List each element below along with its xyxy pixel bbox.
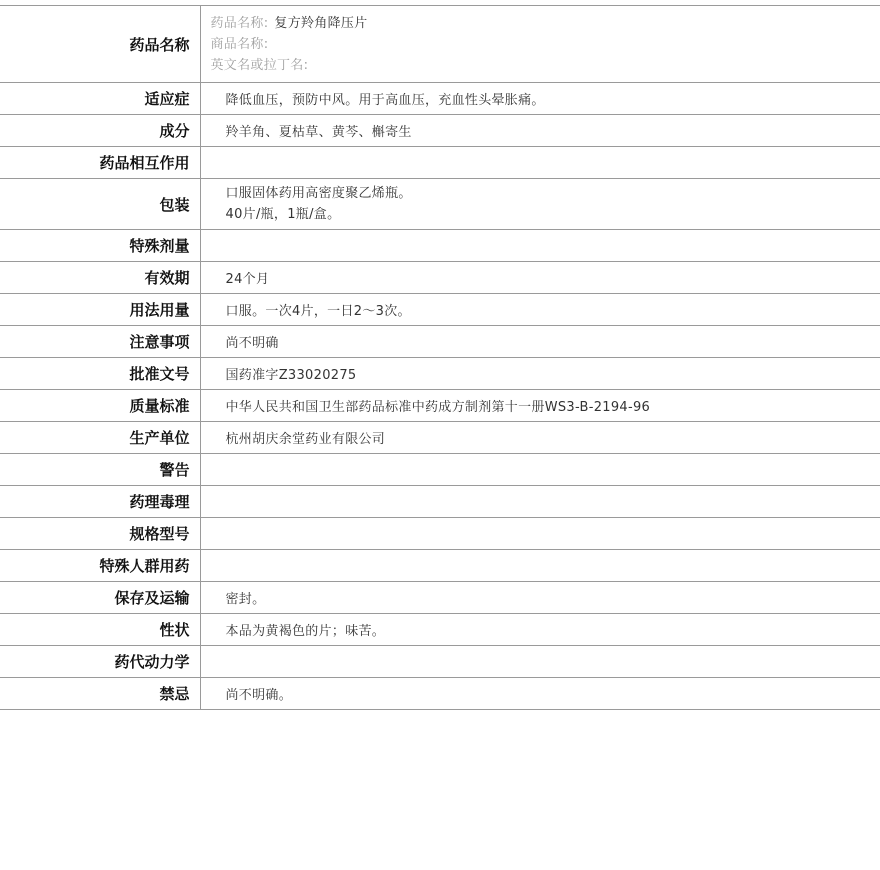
row-warning (0, 454, 880, 486)
row-label: 特殊人群用药 (0, 550, 200, 582)
row-value (200, 454, 880, 486)
row-ingredients (0, 115, 880, 147)
package-line-1: 口服固体药用高密度聚乙烯瓶。 (225, 186, 412, 201)
row-value: 尚不明确 (200, 326, 880, 358)
row-value: 密封。 (200, 582, 880, 614)
row-drug-name (0, 6, 880, 83)
row-special-populations (0, 550, 880, 582)
generic-name-value: 复方羚角降压片 (274, 15, 368, 31)
row-indication (0, 83, 880, 115)
row-label: 规格型号 (0, 518, 200, 550)
row-value (200, 230, 880, 262)
row-label: 用法用量 (0, 294, 200, 326)
row-label: 保存及运输 (0, 582, 200, 614)
row-label: 生产单位 (0, 422, 200, 454)
row-label: 药代动力学 (0, 646, 200, 678)
row-description (0, 614, 880, 646)
row-label: 成分 (0, 115, 200, 147)
row-storage (0, 582, 880, 614)
row-specification (0, 518, 880, 550)
row-pharmacology (0, 486, 880, 518)
row-label: 注意事项 (0, 326, 200, 358)
row-label: 质量标准 (0, 390, 200, 422)
row-precautions (0, 326, 880, 358)
row-value: 24个月 (200, 262, 880, 294)
row-label: 有效期 (0, 262, 200, 294)
package-line-2: 40片/瓶，1瓶/盒。 (225, 207, 341, 222)
english-name-key: 英文名或拉丁名: (210, 57, 309, 73)
english-name-line (211, 55, 880, 76)
trade-name-line (211, 34, 880, 55)
row-value: 杭州胡庆余堂药业有限公司 (200, 422, 880, 454)
trade-name-key: 商品名称: (210, 36, 269, 52)
row-label: 包装 (0, 179, 200, 230)
row-special-dosage (0, 230, 880, 262)
row-label: 药品相互作用 (0, 147, 200, 179)
row-value: 国药准字Z33020275 (200, 358, 880, 390)
row-value: 口服。一次4片，一日2～3次。 (200, 294, 880, 326)
row-label: 药理毒理 (0, 486, 200, 518)
row-value: 尚不明确。 (200, 678, 880, 710)
row-value (200, 518, 880, 550)
row-interactions (0, 147, 880, 179)
row-value: 降低血压，预防中风。用于高血压，充血性头晕胀痛。 (200, 83, 880, 115)
row-manufacturer (0, 422, 880, 454)
row-label: 禁忌 (0, 678, 200, 710)
row-value (200, 550, 880, 582)
row-approval-number (0, 358, 880, 390)
row-label: 药品名称 (0, 6, 200, 83)
row-value: 羚羊角、夏枯草、黄芩、槲寄生 (200, 115, 880, 147)
row-label: 特殊剂量 (0, 230, 200, 262)
row-value (200, 147, 880, 179)
row-dosage (0, 294, 880, 326)
row-value (200, 486, 880, 518)
generic-name-line (211, 13, 880, 34)
package-values (200, 179, 880, 230)
row-shelf-life (0, 262, 880, 294)
row-value: 本品为黄褐色的片；味苦。 (200, 614, 880, 646)
row-label: 性状 (0, 614, 200, 646)
row-label: 适应症 (0, 83, 200, 115)
row-pharmacokinetics (0, 646, 880, 678)
row-value: 中华人民共和国卫生部药品标准中药成方制剂第十一册WS3-B-2194-96 (200, 390, 880, 422)
row-contraindications (0, 678, 880, 710)
generic-name-key: 药品名称: (210, 15, 269, 31)
drug-spec-table (0, 5, 880, 710)
row-package (0, 179, 880, 230)
row-quality-standard (0, 390, 880, 422)
row-label: 批准文号 (0, 358, 200, 390)
drug-name-values (200, 6, 880, 83)
row-label: 警告 (0, 454, 200, 486)
row-value (200, 646, 880, 678)
